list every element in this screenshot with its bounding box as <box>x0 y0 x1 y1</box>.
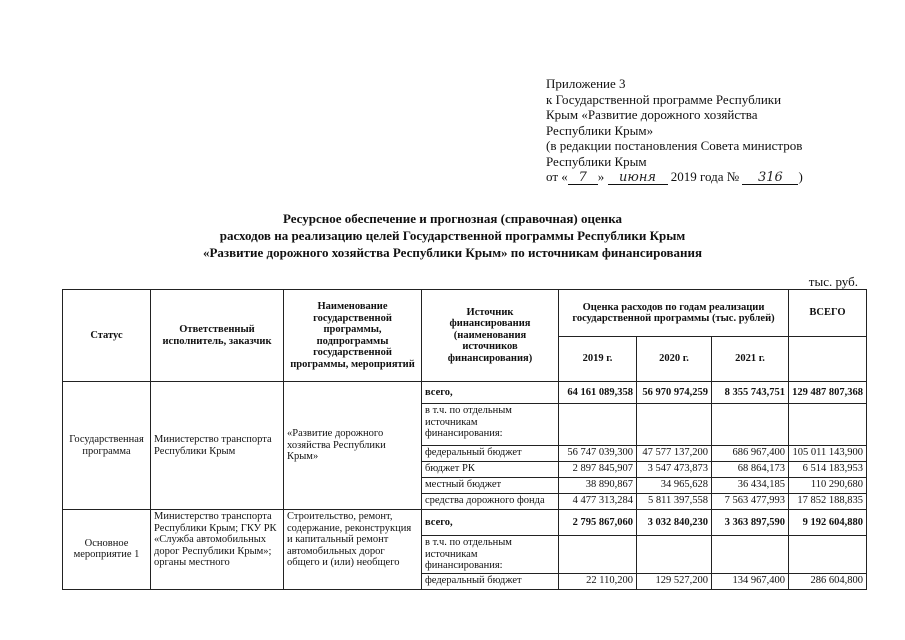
source-cell: всего, <box>422 382 559 404</box>
source-cell: местный бюджет <box>422 478 559 494</box>
source-cell: федеральный бюджет <box>422 573 559 589</box>
table-row <box>63 382 867 404</box>
value-2021: 36 434,185 <box>712 478 789 494</box>
value-2019: 22 110,200 <box>559 573 637 589</box>
source-cell: средства дорожного фонда <box>422 494 559 510</box>
executor-cell: Министерство транспорта Республики Крым <box>151 382 284 510</box>
value-2019: 64 161 089,358 <box>559 382 637 404</box>
header-program: Наименование государственной программы, подпрограммы государственной программы, мероприятий <box>284 290 422 382</box>
value-total: 286 604,800 <box>789 573 867 589</box>
value-2021 <box>712 536 789 574</box>
appendix-block <box>546 76 803 185</box>
value-2019: 2 795 867,060 <box>559 510 637 536</box>
status-cell: Основное мероприятие 1 <box>63 510 151 590</box>
status-cell: Государственная программа <box>63 382 151 510</box>
value-2021: 8 355 743,751 <box>712 382 789 404</box>
value-2021: 134 967,400 <box>712 573 789 589</box>
executor-cell: Министерство транспорта Республики Крым; ГКУ РК «Служба автомобильных дорог Республики Крым»; органы местного <box>151 510 284 590</box>
header-year-2021: 2021 г. <box>712 337 789 382</box>
value-2019: 4 477 313,284 <box>559 494 637 510</box>
table-row <box>63 510 867 536</box>
value-total: 6 514 183,953 <box>789 462 867 478</box>
value-total: 129 487 807,368 <box>789 382 867 404</box>
date-year: 2019 года № <box>670 169 740 184</box>
value-2019: 2 897 845,907 <box>559 462 637 478</box>
appendix-line: к Государственной программе Республики <box>546 91 782 107</box>
program-cell: «Развитие дорожного хозяйства Республики Крым» <box>284 382 422 510</box>
value-2021: 68 864,173 <box>712 462 789 478</box>
header-executor: Ответственный исполнитель, заказчик <box>151 290 284 382</box>
header-total: ВСЕГО <box>789 290 867 337</box>
title-line: «Развитие дорожного хозяйства Республики Крым» по источникам финансирования <box>202 245 703 260</box>
source-cell: в т.ч. по отдельным источникам финансирования: <box>422 404 559 446</box>
header-year-2020: 2020 г. <box>637 337 712 382</box>
value-2020 <box>637 404 712 446</box>
value-2021: 7 563 477,993 <box>712 494 789 510</box>
date-prefix: от « <box>546 169 568 184</box>
header-row <box>63 290 867 337</box>
source-cell: федеральный бюджет <box>422 446 559 462</box>
value-2021: 3 363 897,590 <box>712 510 789 536</box>
value-2021 <box>712 404 789 446</box>
title-line: расходов на реализацию целей Государственной программы Республики Крым <box>219 228 686 243</box>
value-2020: 47 577 137,200 <box>637 446 712 462</box>
value-total: 9 192 604,880 <box>789 510 867 536</box>
program-cell: Строительство, ремонт, содержание, реконструкция и капитальный ремонт автомобильных дорог общего и (или) необщего <box>284 510 422 590</box>
value-2020: 3 547 473,873 <box>637 462 712 478</box>
date-day-handwritten: 7 <box>568 171 598 185</box>
value-2021: 686 967,400 <box>712 446 789 462</box>
value-2019 <box>559 536 637 574</box>
source-cell: в т.ч. по отдельным источникам финансирования: <box>422 536 559 574</box>
value-2020: 56 970 974,259 <box>637 382 712 404</box>
date-month-handwritten: июня <box>608 171 668 185</box>
value-2020: 3 032 840,230 <box>637 510 712 536</box>
appendix-line: (в редакции постановления Совета министров <box>546 138 803 153</box>
appendix-date-line <box>546 169 803 185</box>
header-total-empty <box>789 337 867 382</box>
value-2019: 56 747 039,300 <box>559 446 637 462</box>
value-total: 105 011 143,900 <box>789 446 867 462</box>
appendix-line: Крым «Развитие дорожного хозяйства <box>546 107 758 122</box>
document-number-handwritten: 316 <box>742 171 798 185</box>
value-2020 <box>637 536 712 574</box>
value-total: 17 852 188,835 <box>789 494 867 510</box>
unit-label: тыс. руб. <box>808 274 858 289</box>
value-2020: 5 811 397,558 <box>637 494 712 510</box>
value-2019 <box>559 404 637 446</box>
date-suffix: ) <box>798 169 803 184</box>
value-2020: 129 527,200 <box>637 573 712 589</box>
value-total <box>789 536 867 574</box>
header-estimate: Оценка расходов по годам реализации государственной программы (тыс. рублей) <box>559 290 789 337</box>
header-source: Источник финансирования (наименования источников финансирования) <box>422 290 559 382</box>
date-mid: » <box>597 169 605 184</box>
appendix-line: Республики Крым» <box>546 122 654 138</box>
header-status: Статус <box>63 290 151 382</box>
resource-table <box>62 289 867 590</box>
source-cell: бюджет РК <box>422 462 559 478</box>
value-total <box>789 404 867 446</box>
appendix-line: Приложение 3 <box>546 76 626 91</box>
value-2020: 34 965,628 <box>637 478 712 494</box>
value-2019: 38 890,867 <box>559 478 637 494</box>
value-total: 110 290,680 <box>789 478 867 494</box>
header-year-2019: 2019 г. <box>559 337 637 382</box>
document-title <box>0 210 905 261</box>
appendix-line: Республики Крым <box>546 153 647 169</box>
title-line: Ресурсное обеспечение и прогнозная (справочная) оценка <box>282 211 623 226</box>
source-cell: всего, <box>422 510 559 536</box>
